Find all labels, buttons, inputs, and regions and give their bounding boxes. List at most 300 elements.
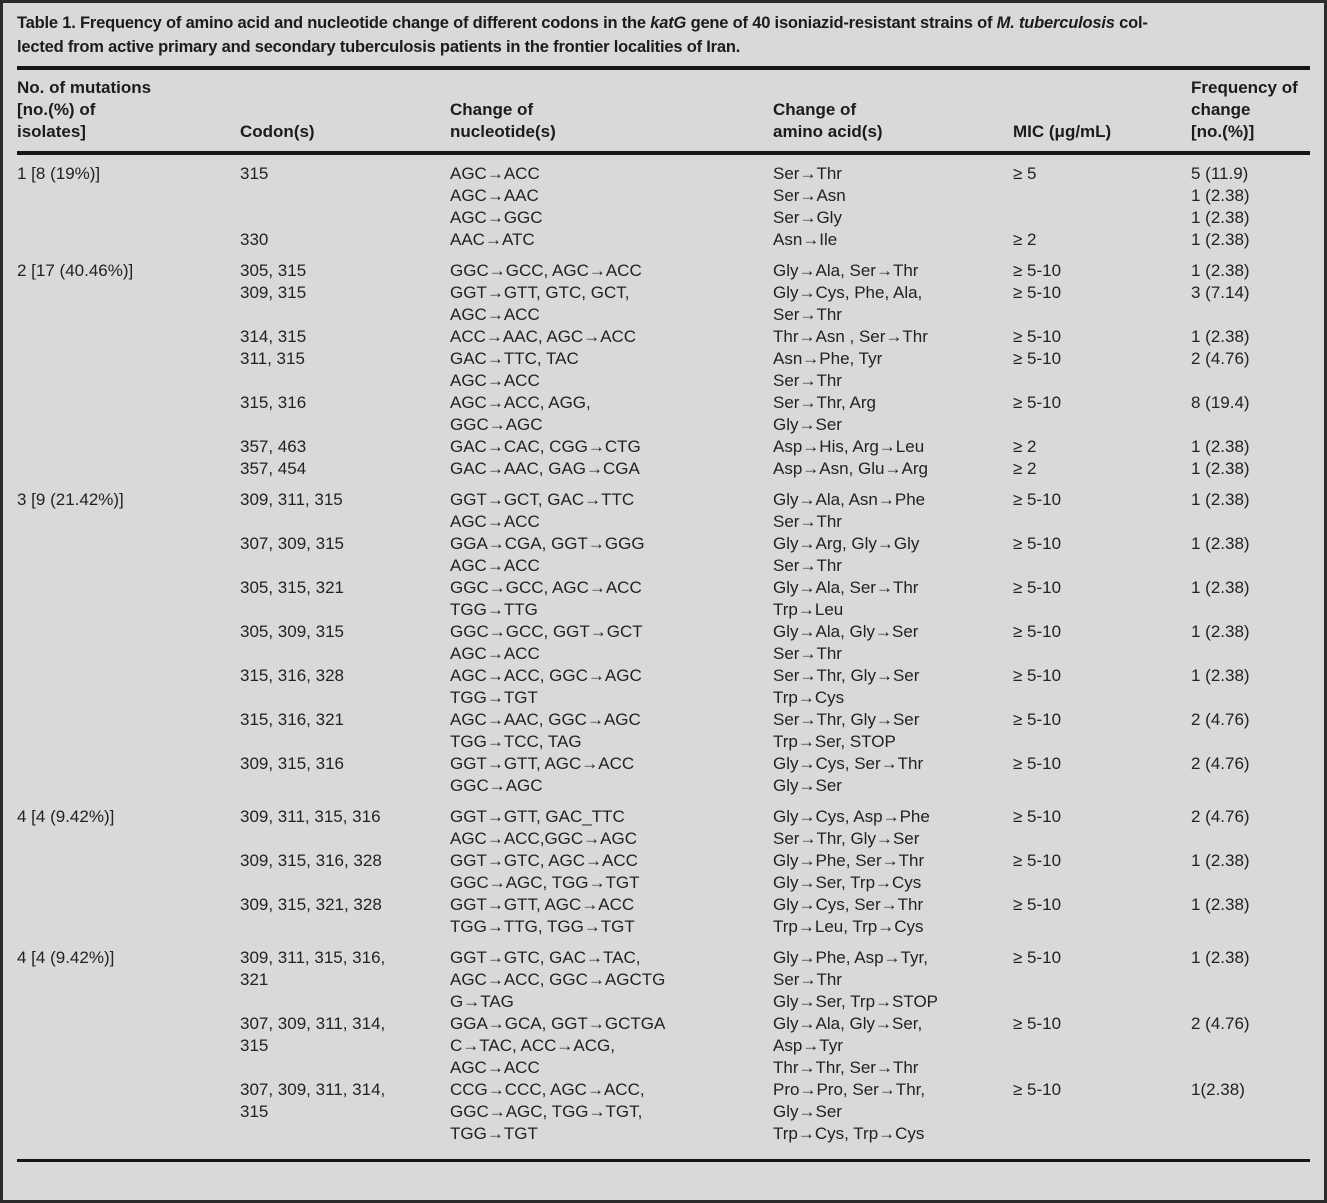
cell-nucleotides-line: GGT→GTT, AGC→ACC	[450, 754, 635, 773]
cell-frequency	[1191, 753, 1310, 797]
cell-nucleotides	[450, 1013, 773, 1079]
cell-mutations	[17, 947, 240, 1013]
cell-nucleotides	[450, 282, 773, 326]
cell-nucleotides-line: GAC→TTC, TAC	[450, 349, 579, 368]
cell-mutations-line	[17, 1079, 240, 1101]
title-species-name: M. tuberculosis	[996, 14, 1115, 32]
cell-mutations	[17, 282, 240, 326]
cell-frequency	[1191, 436, 1310, 458]
cell-nucleotides-line: GGA→GCA, GGT→GCTGA	[450, 1014, 666, 1033]
cell-amino-acids	[773, 894, 1013, 938]
table-row	[17, 894, 1310, 938]
cell-frequency	[1191, 260, 1310, 282]
cell-amino-acids-line: Gly→Cys, Asp→Phe	[773, 807, 930, 826]
cell-mutations-line	[17, 185, 240, 207]
cell-mic-line: ≥ 5-10	[1013, 895, 1062, 914]
cell-mutations	[17, 1013, 240, 1079]
cell-codons	[240, 163, 450, 185]
cell-mutations-line	[17, 392, 240, 414]
cell-amino-acids-line: Gly→Ala, Gly→Ser	[773, 622, 919, 641]
cell-nucleotides-line: AGC→GGC	[450, 208, 543, 227]
table-row	[17, 621, 1310, 665]
cell-mutations-line	[17, 577, 240, 599]
cell-frequency-line: 1 (2.38)	[1191, 437, 1250, 456]
cell-nucleotides	[450, 489, 773, 533]
cell-amino-acids	[773, 850, 1013, 894]
cell-codons-line: 307, 309, 311, 314,	[240, 1080, 386, 1099]
cell-mutations	[17, 458, 240, 480]
table-header	[17, 70, 1310, 151]
header-mic: MIC (μg/mL)	[1013, 122, 1112, 141]
cell-mic-line: ≥ 5-10	[1013, 807, 1062, 826]
cell-nucleotides-line: AGC→ACC	[450, 305, 540, 324]
cell-amino-acids	[773, 436, 1013, 458]
cell-mic-line: ≥ 5-10	[1013, 490, 1062, 509]
cell-codons-line: 309, 315, 321, 328	[240, 895, 382, 914]
cell-mic	[1013, 326, 1191, 348]
cell-nucleotides-line: GAC→CAC, CGG→CTG	[450, 437, 641, 456]
cell-amino-acids-line: Trp→Ser, STOP	[773, 732, 896, 751]
cell-codons	[240, 665, 450, 709]
cell-codons-line: 307, 309, 311, 314,	[240, 1014, 386, 1033]
cell-amino-acids-line: Gly→Cys, Ser→Thr	[773, 754, 924, 773]
cell-amino-acids-line: Gly→Ala, Ser→Thr	[773, 261, 919, 280]
cell-mic	[1013, 489, 1191, 533]
cell-nucleotides-line: AGC→ACC	[450, 371, 540, 390]
header-nucleotides: Change of nucleotide(s)	[450, 100, 556, 141]
cell-codons-line: 309, 315, 316	[240, 754, 344, 773]
cell-amino-acids-line: Asn→Phe, Tyr	[773, 349, 883, 368]
cell-mic-line: ≥ 2	[1013, 230, 1037, 249]
cell-mutations	[17, 185, 240, 207]
cell-amino-acids-line: Gly→Ala, Gly→Ser,	[773, 1014, 923, 1033]
cell-frequency	[1191, 185, 1310, 207]
cell-codons-line: 315	[240, 1102, 269, 1121]
cell-nucleotides-line: GGC→GCC, GGT→GCT	[450, 622, 643, 641]
title-text-3a: col-	[1114, 14, 1148, 32]
cell-mutations	[17, 850, 240, 894]
cell-nucleotides-line: TGG→TCC, TAG	[450, 732, 582, 751]
cell-codons-line: 315, 316, 328	[240, 666, 344, 685]
cell-frequency	[1191, 348, 1310, 392]
table-title	[17, 11, 1310, 59]
table-row	[17, 489, 1310, 533]
header-frequency: Frequency of change [no.(%)]	[1191, 78, 1298, 141]
cell-amino-acids	[773, 533, 1013, 577]
table-row	[17, 163, 1310, 185]
cell-nucleotides	[450, 947, 773, 1013]
cell-frequency-line: 1 (2.38)	[1191, 578, 1250, 597]
cell-nucleotides-line: AGC→AAC, GGC→AGC	[450, 710, 641, 729]
cell-mic	[1013, 850, 1191, 894]
cell-amino-acids-line: Ser→Thr	[773, 164, 842, 183]
cell-mutations	[17, 621, 240, 665]
cell-mic	[1013, 894, 1191, 938]
cell-amino-acids	[773, 621, 1013, 665]
cell-codons	[240, 436, 450, 458]
table-row	[17, 282, 1310, 326]
cell-nucleotides-line: GGT→GTT, AGC→ACC	[450, 895, 635, 914]
cell-nucleotides-line: GGA→CGA, GGT→GGG	[450, 534, 645, 553]
cell-mutations-line	[17, 229, 240, 251]
cell-frequency-line: 1(2.38)	[1191, 1080, 1245, 1099]
cell-nucleotides	[450, 621, 773, 665]
cell-mutations	[17, 753, 240, 797]
cell-mutations-line: 4 [4 (9.42%)]	[17, 807, 115, 826]
cell-amino-acids-line: Gly→Ser	[773, 776, 842, 795]
cell-mic	[1013, 207, 1191, 229]
cell-frequency	[1191, 947, 1310, 1013]
cell-mutations-line	[17, 850, 240, 872]
cell-mic-line: ≥ 5-10	[1013, 283, 1062, 302]
cell-nucleotides-line: GGT→GTT, GAC_TTC	[450, 807, 625, 826]
cell-frequency-line: 1 (2.38)	[1191, 490, 1250, 509]
cell-nucleotides-line: GGT→GTT, GTC, GCT,	[450, 283, 630, 302]
cell-mutations-line	[17, 1013, 240, 1035]
cell-frequency	[1191, 326, 1310, 348]
table-row	[17, 533, 1310, 577]
cell-codons	[240, 1013, 450, 1079]
cell-codons-line: 315, 316	[240, 393, 307, 412]
cell-mutations-line: 2 [17 (40.46%)]	[17, 261, 134, 280]
cell-nucleotides	[450, 753, 773, 797]
cell-nucleotides-line: GGT→GTC, GAC→TAC,	[450, 948, 641, 967]
cell-mic	[1013, 665, 1191, 709]
cell-nucleotides-line: GGC→AGC, TGG→TGT	[450, 873, 640, 892]
table-row	[17, 436, 1310, 458]
title-text-3b: lected from active primary and secondary tuberculosis patients in the frontier localities of Iran.	[17, 38, 741, 56]
cell-codons	[240, 348, 450, 392]
header-codons: Codon(s)	[240, 122, 315, 141]
header-mutations: No. of mutations [no.(%) of isolates]	[17, 78, 152, 141]
cell-amino-acids-line: Ser→Thr, Gly→Ser	[773, 666, 920, 685]
cell-nucleotides-line: GGC→GCC, AGC→ACC	[450, 261, 642, 280]
cell-frequency	[1191, 850, 1310, 894]
cell-amino-acids-line: Asp→His, Arg→Leu	[773, 437, 925, 456]
cell-frequency-line: 1 (2.38)	[1191, 230, 1250, 249]
cell-mutations-line	[17, 326, 240, 348]
cell-mic	[1013, 806, 1191, 850]
cell-nucleotides-line: ACC→AAC, AGC→ACC	[450, 327, 637, 346]
cell-nucleotides-line: GAC→AAC, GAG→CGA	[450, 459, 640, 478]
cell-mic	[1013, 753, 1191, 797]
cell-amino-acids	[773, 326, 1013, 348]
cell-codons	[240, 489, 450, 533]
cell-amino-acids	[773, 282, 1013, 326]
cell-mutations-line	[17, 533, 240, 555]
cell-mic	[1013, 185, 1191, 207]
cell-amino-acids-line: Ser→Thr	[773, 371, 842, 390]
cell-nucleotides-line: CCG→CCC, AGC→ACC,	[450, 1080, 645, 1099]
cell-mutations	[17, 489, 240, 533]
cell-nucleotides-line: AGC→ACC, GGC→AGC	[450, 666, 642, 685]
cell-mutations-line	[17, 621, 240, 643]
cell-amino-acids-line: Ser→Gly	[773, 208, 842, 227]
cell-amino-acids	[773, 348, 1013, 392]
table-row	[17, 348, 1310, 392]
cell-frequency	[1191, 806, 1310, 850]
cell-mutations-line	[17, 753, 240, 775]
cell-amino-acids-line: Thr→Thr, Ser→Thr	[773, 1058, 919, 1077]
cell-codons	[240, 621, 450, 665]
table-row	[17, 947, 1310, 1013]
cell-mic-line	[1013, 185, 1191, 207]
cell-amino-acids-line: Gly→Ser	[773, 415, 842, 434]
cell-frequency-line: 8 (19.4)	[1191, 393, 1250, 412]
cell-frequency-line: 1 (2.38)	[1191, 851, 1250, 870]
cell-mutations-line	[17, 665, 240, 687]
cell-amino-acids-line: Trp→Leu, Trp→Cys	[773, 917, 924, 936]
cell-codons	[240, 894, 450, 938]
cell-nucleotides	[450, 326, 773, 348]
cell-amino-acids	[773, 260, 1013, 282]
cell-frequency	[1191, 665, 1310, 709]
cell-nucleotides	[450, 1079, 773, 1145]
cell-mutations	[17, 665, 240, 709]
cell-mic	[1013, 282, 1191, 326]
cell-nucleotides	[450, 392, 773, 436]
cell-codons-line: 357, 463	[240, 437, 307, 456]
cell-mic-line: ≥ 5-10	[1013, 1080, 1062, 1099]
cell-amino-acids	[773, 207, 1013, 229]
cell-mic	[1013, 947, 1191, 1013]
cell-frequency	[1191, 282, 1310, 326]
table-row	[17, 229, 1310, 251]
cell-codons-line: 305, 309, 315	[240, 622, 344, 641]
cell-frequency-line: 1 (2.38)	[1191, 622, 1250, 641]
cell-amino-acids	[773, 1079, 1013, 1145]
cell-frequency-line: 2 (4.76)	[1191, 710, 1250, 729]
cell-codons-line: 315	[240, 1036, 269, 1055]
cell-amino-acids-line: Ser→Thr, Gly→Ser	[773, 829, 920, 848]
cell-frequency	[1191, 621, 1310, 665]
table-body	[17, 155, 1310, 1145]
cell-amino-acids-line: Gly→Ala, Asn→Phe	[773, 490, 926, 509]
cell-codons	[240, 533, 450, 577]
cell-nucleotides	[450, 436, 773, 458]
cell-mutations	[17, 163, 240, 185]
cell-codons-line: 307, 309, 315	[240, 534, 344, 553]
cell-mic	[1013, 392, 1191, 436]
cell-mutations-line	[17, 709, 240, 731]
bottom-rule	[17, 1159, 1310, 1162]
cell-nucleotides-line: AGC→ACC	[450, 164, 540, 183]
cell-nucleotides-line: AGC→AAC	[450, 186, 539, 205]
cell-codons-line: 314, 315	[240, 327, 307, 346]
cell-amino-acids-line: Asp→Asn, Glu→Arg	[773, 459, 928, 478]
cell-codons-line: 330	[240, 230, 269, 249]
cell-nucleotides-line: TGG→TTG	[450, 600, 538, 619]
cell-codons-line: 305, 315	[240, 261, 307, 280]
cell-frequency-line: 1 (2.38)	[1191, 895, 1250, 914]
table-row	[17, 806, 1310, 850]
cell-frequency	[1191, 1013, 1310, 1079]
cell-nucleotides-line: GGT→GCT, GAC→TTC	[450, 490, 635, 509]
table-row	[17, 458, 1310, 480]
cell-amino-acids	[773, 947, 1013, 1013]
cell-mic	[1013, 1013, 1191, 1079]
cell-codons-line: 315	[240, 164, 269, 183]
cell-amino-acids-line: Pro→Pro, Ser→Thr,	[773, 1080, 926, 1099]
cell-mic	[1013, 1079, 1191, 1145]
cell-nucleotides-line: AGC→ACC, AGG,	[450, 393, 591, 412]
table-row	[17, 1013, 1310, 1079]
cell-codons-line: 305, 315, 321	[240, 578, 344, 597]
cell-mutations-line	[17, 348, 240, 370]
cell-nucleotides	[450, 348, 773, 392]
cell-frequency-line: 5 (11.9)	[1191, 164, 1249, 183]
title-text-1: Table 1. Frequency of amino acid and nucleotide change of different codons in the	[17, 14, 651, 32]
cell-codons-line: 315, 316, 321	[240, 710, 344, 729]
cell-mic-line: ≥ 2	[1013, 459, 1037, 478]
cell-mic-line: ≥ 5-10	[1013, 666, 1062, 685]
cell-amino-acids-line: Gly→Ser, Trp→Cys	[773, 873, 922, 892]
cell-frequency	[1191, 709, 1310, 753]
cell-mic-line: ≥ 5-10	[1013, 578, 1062, 597]
cell-amino-acids-line: Gly→Cys, Phe, Ala,	[773, 283, 923, 302]
cell-nucleotides-line: AGC→ACC,GGC→AGC	[450, 829, 638, 848]
header-amino-acids: Change of amino acid(s)	[773, 100, 883, 141]
cell-nucleotides-line: GGC→AGC, TGG→TGT,	[450, 1102, 643, 1121]
cell-nucleotides	[450, 458, 773, 480]
cell-amino-acids-line: Trp→Cys, Trp→Cys	[773, 1124, 925, 1143]
table-row	[17, 392, 1310, 436]
cell-amino-acids	[773, 185, 1013, 207]
cell-mutations	[17, 894, 240, 938]
cell-nucleotides	[450, 577, 773, 621]
cell-nucleotides	[450, 207, 773, 229]
cell-mutations	[17, 260, 240, 282]
cell-codons	[240, 806, 450, 850]
cell-amino-acids	[773, 163, 1013, 185]
cell-amino-acids-line: Trp→Cys	[773, 688, 845, 707]
cell-codons-line: 321	[240, 970, 269, 989]
cell-codons	[240, 282, 450, 326]
cell-mic-line: ≥ 5-10	[1013, 710, 1062, 729]
table-row	[17, 1079, 1310, 1145]
cell-codons	[240, 753, 450, 797]
cell-mutations	[17, 806, 240, 850]
cell-nucleotides-line: G→TAG	[450, 992, 514, 1011]
cell-frequency	[1191, 163, 1310, 185]
cell-codons	[240, 185, 450, 207]
cell-nucleotides	[450, 163, 773, 185]
cell-frequency-line: 1 (2.38)	[1191, 261, 1250, 280]
cell-mic-line: ≥ 5-10	[1013, 349, 1062, 368]
cell-codons	[240, 458, 450, 480]
cell-codons	[240, 850, 450, 894]
cell-mic-line: ≥ 5-10	[1013, 754, 1062, 773]
cell-nucleotides-line: GGC→AGC	[450, 776, 543, 795]
cell-amino-acids-line: Asp→Tyr	[773, 1036, 843, 1055]
table-row	[17, 260, 1310, 282]
cell-nucleotides-line: GGC→GCC, AGC→ACC	[450, 578, 642, 597]
cell-mic-line: ≥ 5-10	[1013, 622, 1062, 641]
cell-mutations	[17, 533, 240, 577]
cell-codons	[240, 1079, 450, 1145]
cell-amino-acids-line: Trp→Leu	[773, 600, 844, 619]
cell-mic-line: ≥ 5-10	[1013, 393, 1062, 412]
cell-mutations-line	[17, 282, 240, 304]
cell-frequency-line: 2 (4.76)	[1191, 807, 1250, 826]
cell-mic-line: ≥ 5-10	[1013, 1014, 1062, 1033]
cell-mutations-line: 4 [4 (9.42%)]	[17, 948, 115, 967]
cell-codons-line: 311, 315	[240, 349, 305, 368]
cell-frequency	[1191, 207, 1310, 229]
cell-amino-acids-line: Gly→Cys, Ser→Thr	[773, 895, 924, 914]
cell-mic	[1013, 436, 1191, 458]
cell-frequency	[1191, 458, 1310, 480]
cell-mic-line: ≥ 5-10	[1013, 851, 1062, 870]
cell-codons-line: 309, 315, 316, 328	[240, 851, 382, 870]
cell-frequency-line: 1 (2.38)	[1191, 459, 1250, 478]
cell-nucleotides	[450, 533, 773, 577]
table-row	[17, 753, 1310, 797]
cell-mic	[1013, 229, 1191, 251]
cell-nucleotides-line: TGG→TGT	[450, 688, 538, 707]
cell-mutations	[17, 1079, 240, 1145]
cell-amino-acids	[773, 665, 1013, 709]
cell-mutations-line	[17, 207, 240, 229]
cell-nucleotides-line: AGC→ACC, GGC→AGCTG	[450, 970, 666, 989]
cell-nucleotides	[450, 894, 773, 938]
cell-nucleotides-line: TGG→TGT	[450, 1124, 538, 1143]
cell-nucleotides	[450, 665, 773, 709]
cell-mic	[1013, 709, 1191, 753]
title-text-2: gene of 40 isoniazid-resistant strains of	[686, 14, 997, 32]
cell-nucleotides	[450, 260, 773, 282]
cell-mic-line: ≥ 5-10	[1013, 948, 1062, 967]
cell-mutations-line	[17, 894, 240, 916]
cell-mic-line	[1013, 207, 1191, 229]
cell-frequency-line: 1 (2.38)	[1191, 666, 1250, 685]
cell-frequency	[1191, 533, 1310, 577]
cell-amino-acids-line: Gly→Phe, Ser→Thr	[773, 851, 925, 870]
cell-mic	[1013, 458, 1191, 480]
cell-mic	[1013, 621, 1191, 665]
cell-nucleotides	[450, 229, 773, 251]
cell-nucleotides-line: C→TAC, ACC→ACG,	[450, 1036, 615, 1055]
cell-nucleotides-line: AGC→ACC	[450, 512, 540, 531]
cell-frequency-line: 2 (4.76)	[1191, 349, 1250, 368]
cell-frequency-line: 1 (2.38)	[1191, 208, 1250, 227]
cell-amino-acids-line: Ser→Thr, Gly→Ser	[773, 710, 920, 729]
cell-amino-acids-line: Gly→Ser, Trp→STOP	[773, 992, 939, 1011]
table-row	[17, 185, 1310, 207]
cell-codons-line: 309, 311, 315, 316,	[240, 948, 386, 967]
table-row	[17, 665, 1310, 709]
cell-nucleotides	[450, 709, 773, 753]
cell-frequency	[1191, 229, 1310, 251]
cell-mic-line: ≥ 5	[1013, 164, 1037, 183]
cell-frequency	[1191, 392, 1310, 436]
cell-amino-acids	[773, 229, 1013, 251]
cell-codons	[240, 577, 450, 621]
cell-nucleotides-line: TGG→TTG, TGG→TGT	[450, 917, 635, 936]
table-row	[17, 326, 1310, 348]
cell-frequency-line: 1 (2.38)	[1191, 186, 1250, 205]
cell-amino-acids-line: Gly→Phe, Asp→Tyr,	[773, 948, 928, 967]
cell-mic-line: ≥ 5-10	[1013, 261, 1062, 280]
cell-amino-acids-line: Ser→Thr	[773, 970, 842, 989]
cell-amino-acids-line: Ser→Thr	[773, 305, 842, 324]
cell-codons-line: 357, 454	[240, 459, 307, 478]
cell-mutations	[17, 436, 240, 458]
cell-mic-line: ≥ 2	[1013, 437, 1037, 456]
cell-nucleotides-line: AAC→ATC	[450, 230, 535, 249]
cell-codons	[240, 207, 450, 229]
cell-mutations	[17, 392, 240, 436]
